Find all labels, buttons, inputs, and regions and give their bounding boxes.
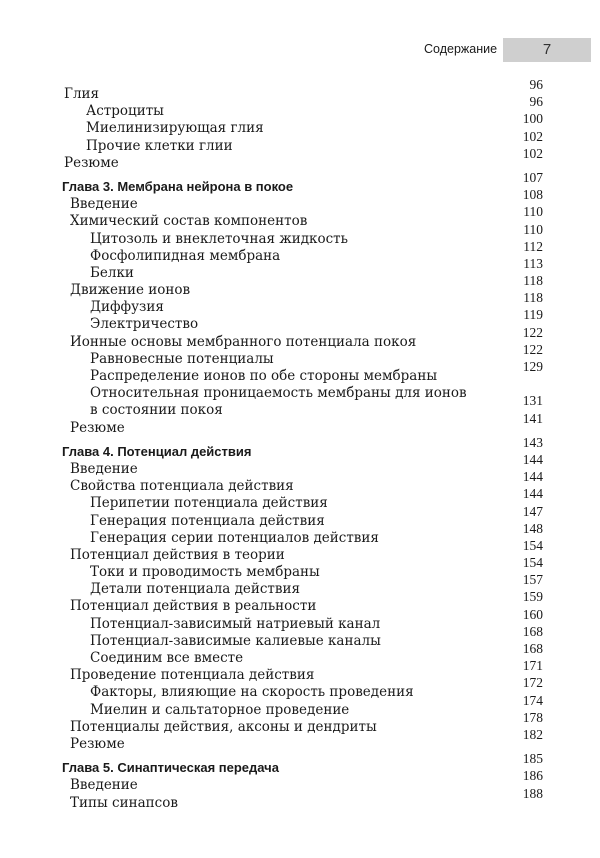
toc-entry-title: Распределение ионов по обе стороны мембраны bbox=[90, 368, 438, 384]
toc-page-number: 144 bbox=[522, 451, 543, 467]
toc-entry-title: в состоянии покоя bbox=[90, 402, 223, 419]
toc-entry-title: Соединим все вместе bbox=[90, 650, 244, 666]
toc-entry-title: Потенциалы действия, аксоны и дендриты bbox=[70, 718, 377, 735]
toc-page-number: 159 bbox=[522, 589, 543, 605]
toc-page-number: 154 bbox=[522, 537, 543, 553]
toc-entry-title: Потенциал действия в реальности bbox=[70, 598, 317, 615]
toc-entry-title: Введение bbox=[70, 460, 138, 477]
toc-page-number: 144 bbox=[522, 486, 543, 502]
toc-entry-title: Химический состав компонентов bbox=[70, 213, 308, 230]
toc-page-number: 186 bbox=[522, 768, 543, 784]
toc-entry bbox=[0, 187, 600, 213]
toc-entry bbox=[0, 273, 600, 299]
toc-page-number: 157 bbox=[522, 572, 543, 588]
toc-entry bbox=[0, 641, 600, 667]
toc-entry-title: Резюме bbox=[70, 735, 125, 752]
toc-entry-title: Потенциал-зависимый натриевый канал bbox=[90, 615, 381, 632]
toc-page-number: 112 bbox=[523, 238, 543, 254]
toc-chapter-heading bbox=[0, 169, 600, 196]
toc-entry-title: Движение ионов bbox=[70, 282, 191, 299]
toc-entry-title: Типы синапсов bbox=[70, 794, 178, 811]
toc-page-number: 108 bbox=[522, 187, 543, 203]
toc-entry-title: Белки bbox=[90, 264, 134, 281]
toc-page-number: 154 bbox=[522, 555, 543, 571]
toc-page-number: 96 bbox=[529, 94, 543, 110]
toc-entry-title: Детали потенциала действия bbox=[90, 581, 301, 598]
toc-entry-title: Глава 3. Мембрана нейрона в покое bbox=[62, 178, 294, 194]
toc-chapter-heading bbox=[0, 434, 600, 461]
toc-entry bbox=[0, 359, 600, 385]
toc-page-number: 144 bbox=[522, 469, 543, 485]
toc-entry-title: Миелин и сальтаторное проведение bbox=[90, 701, 350, 718]
toc-entry-title: Проведение потенциала действия bbox=[70, 667, 315, 684]
toc-entry-title: Миелинизирующая глия bbox=[86, 120, 264, 137]
toc-entry-title: Глава 4. Потенциал действия bbox=[62, 443, 252, 459]
toc-page-number: 113 bbox=[523, 255, 543, 271]
toc-page-number: 96 bbox=[529, 77, 543, 92]
toc-entry-title: Потенциал действия в теории bbox=[70, 546, 285, 563]
toc-page-number: 182 bbox=[522, 726, 543, 742]
toc-entry-title: Введение bbox=[70, 777, 138, 794]
toc-entry-title: Генерация серии потенциалов действия bbox=[90, 529, 379, 546]
toc-entry-title: Потенциал-зависимые калиевые каналы bbox=[90, 632, 381, 649]
toc-entry bbox=[0, 555, 600, 581]
toc-page-number: 110 bbox=[523, 221, 543, 237]
toc-page-number: 185 bbox=[522, 751, 543, 767]
toc-entry-title: Генерация потенциала действия bbox=[90, 512, 325, 529]
toc-page-number: 168 bbox=[522, 641, 543, 656]
toc-page-number: 122 bbox=[522, 324, 543, 340]
toc-entry-title: Свойства потенциала действия bbox=[70, 478, 294, 495]
toc-entry-title: Относительная проницаемость мембраны для ионов bbox=[90, 385, 467, 402]
toc-page-number: 160 bbox=[522, 606, 543, 622]
toc-entry-title: Резюме bbox=[64, 154, 119, 171]
toc-page-number: 143 bbox=[522, 434, 543, 450]
toc-page-number: 131 bbox=[522, 393, 543, 409]
toc-entry bbox=[0, 469, 600, 495]
toc-page-number: 107 bbox=[522, 169, 543, 185]
toc-page-number: 119 bbox=[523, 307, 543, 323]
running-header-title: Содержание bbox=[424, 42, 498, 56]
toc-page-number: 141 bbox=[522, 410, 543, 426]
toc-page-number: 168 bbox=[522, 623, 543, 639]
toc-entry-title: Астроциты bbox=[86, 103, 164, 120]
toc-entry-title: Ионные основы мембранного потенциала покоя bbox=[70, 333, 417, 350]
toc-entry bbox=[0, 385, 600, 402]
page-number: 7 bbox=[542, 41, 552, 58]
toc-entry-title: Прочие клетки глии bbox=[86, 137, 233, 154]
toc-entry-title: Цитозоль и внеклеточная жидкость bbox=[90, 230, 349, 247]
toc-page-number: 174 bbox=[522, 692, 543, 708]
page-number-box bbox=[503, 38, 591, 62]
toc-entry-title: Фосфолипидная мембрана bbox=[90, 247, 281, 264]
toc-entry-title: Токи и проводимость мембраны bbox=[90, 564, 320, 581]
toc-entry-title: Диффузия bbox=[90, 299, 164, 316]
toc-entry-title: Глия bbox=[64, 86, 100, 102]
toc-page-number: 188 bbox=[522, 785, 543, 801]
toc-page-number: 118 bbox=[523, 273, 543, 289]
toc-page-number: 129 bbox=[522, 359, 543, 374]
toc-entry-title: Глава 5. Синаптическая передача bbox=[62, 760, 279, 776]
toc-entry-title: Факторы, влияющие на скорость проведения bbox=[90, 684, 414, 701]
toc-entry-title: Равновесные потенциалы bbox=[90, 350, 274, 367]
toc-entry-title: Резюме bbox=[70, 419, 125, 436]
toc-entry bbox=[0, 77, 600, 103]
toc-page-number: 102 bbox=[522, 145, 543, 161]
toc-page-number: 178 bbox=[522, 709, 543, 725]
toc-page-number: 102 bbox=[522, 128, 543, 144]
toc-page-number: 122 bbox=[522, 341, 543, 357]
toc-entry-title: Электричество bbox=[90, 316, 199, 333]
toc-page-number: 171 bbox=[522, 658, 543, 674]
toc-page-number: 147 bbox=[522, 503, 543, 519]
toc-page-number: 118 bbox=[523, 290, 543, 306]
toc-page-number: 100 bbox=[522, 111, 543, 127]
toc-entry-title: Введение bbox=[70, 196, 138, 213]
toc-page-number: 148 bbox=[522, 520, 543, 536]
toc-chapter-heading bbox=[0, 751, 600, 777]
toc-page-number: 110 bbox=[523, 204, 543, 220]
table-of-contents bbox=[0, 77, 600, 812]
toc-page-number: 172 bbox=[522, 675, 543, 691]
toc-entry-title: Перипетии потенциала действия bbox=[90, 495, 328, 512]
